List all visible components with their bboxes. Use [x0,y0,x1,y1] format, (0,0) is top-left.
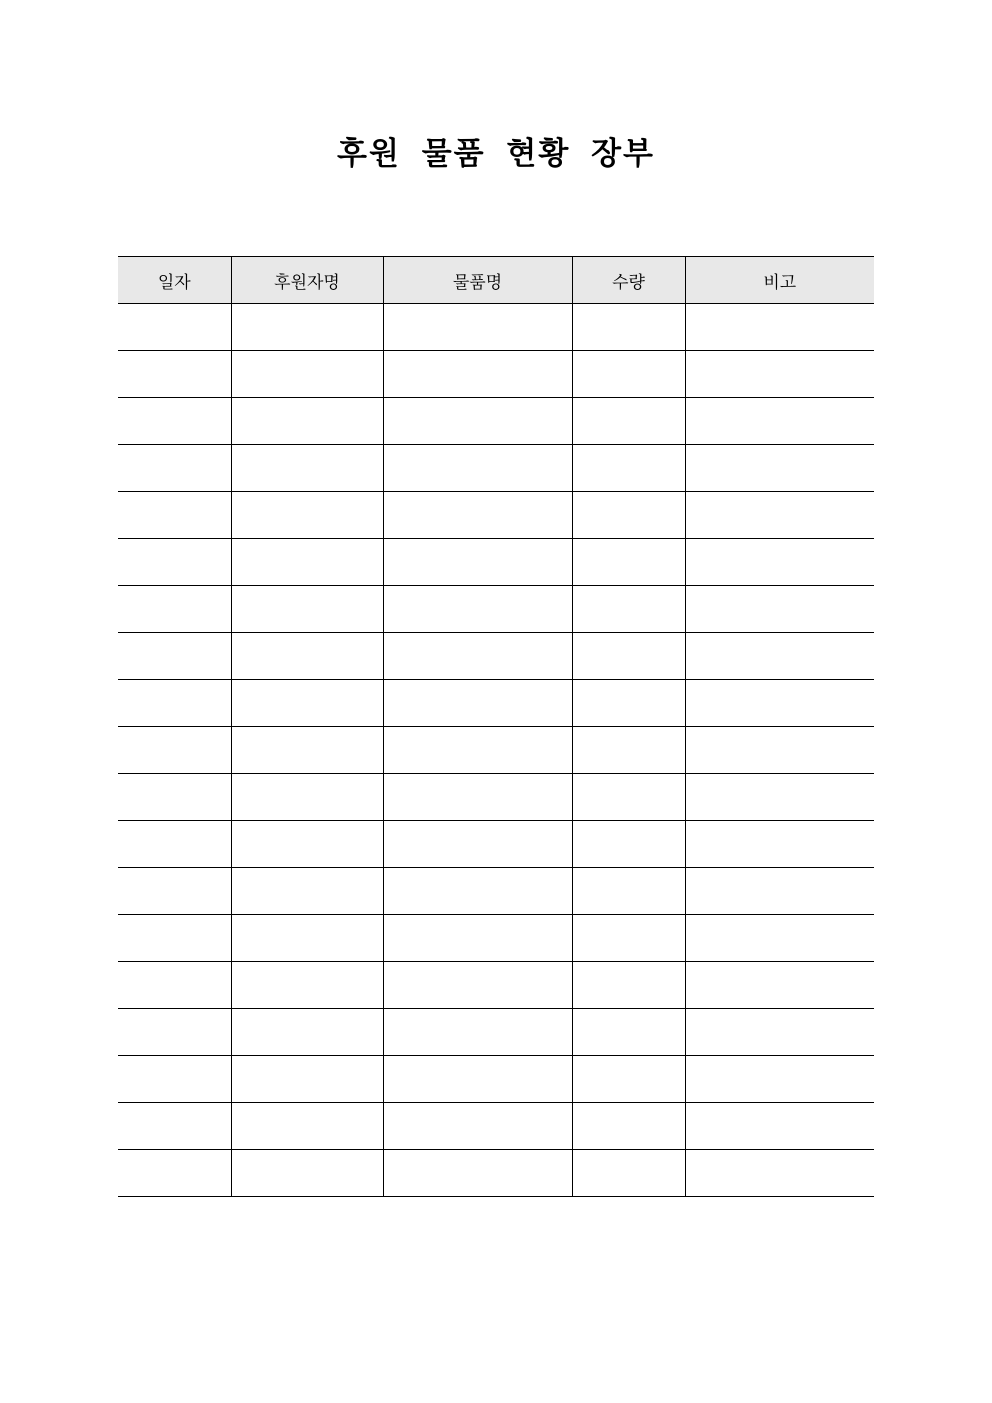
header-donor-name: 후원자명 [231,257,383,304]
table-row [118,915,874,962]
cell-donor-name[interactable] [231,1103,383,1150]
cell-item-name[interactable] [383,304,572,351]
cell-date[interactable] [118,304,231,351]
cell-quantity[interactable] [572,680,685,727]
cell-donor-name[interactable] [231,1009,383,1056]
cell-donor-name[interactable] [231,1056,383,1103]
cell-date[interactable] [118,680,231,727]
cell-remarks[interactable] [685,1150,874,1197]
cell-remarks[interactable] [685,351,874,398]
cell-quantity[interactable] [572,1150,685,1197]
table-row [118,774,874,821]
cell-remarks[interactable] [685,633,874,680]
header-item-name: 물품명 [383,257,572,304]
header-quantity: 수량 [572,257,685,304]
cell-quantity[interactable] [572,351,685,398]
cell-remarks[interactable] [685,774,874,821]
cell-date[interactable] [118,727,231,774]
page-title: 후원 물품 현황 장부 [337,136,655,172]
cell-quantity[interactable] [572,492,685,539]
cell-item-name[interactable] [383,868,572,915]
table-row [118,1056,874,1103]
cell-item-name[interactable] [383,398,572,445]
cell-donor-name[interactable] [231,586,383,633]
cell-remarks[interactable] [685,1103,874,1150]
cell-remarks[interactable] [685,586,874,633]
cell-item-name[interactable] [383,727,572,774]
cell-quantity[interactable] [572,633,685,680]
cell-donor-name[interactable] [231,962,383,1009]
cell-remarks[interactable] [685,680,874,727]
table-row [118,1150,874,1197]
cell-item-name[interactable] [383,492,572,539]
cell-remarks[interactable] [685,962,874,1009]
cell-item-name[interactable] [383,915,572,962]
cell-quantity[interactable] [572,727,685,774]
cell-item-name[interactable] [383,586,572,633]
cell-remarks[interactable] [685,304,874,351]
cell-item-name[interactable] [383,445,572,492]
cell-date[interactable] [118,1009,231,1056]
cell-item-name[interactable] [383,774,572,821]
cell-remarks[interactable] [685,1009,874,1056]
cell-quantity[interactable] [572,962,685,1009]
table-row [118,492,874,539]
cell-item-name[interactable] [383,821,572,868]
cell-item-name[interactable] [383,1009,572,1056]
cell-remarks[interactable] [685,398,874,445]
cell-item-name[interactable] [383,351,572,398]
cell-remarks[interactable] [685,492,874,539]
cell-date[interactable] [118,633,231,680]
cell-item-name[interactable] [383,680,572,727]
cell-quantity[interactable] [572,445,685,492]
cell-date[interactable] [118,492,231,539]
cell-donor-name[interactable] [231,868,383,915]
cell-date[interactable] [118,445,231,492]
cell-donor-name[interactable] [231,915,383,962]
cell-donor-name[interactable] [231,1150,383,1197]
header-date: 일자 [118,257,231,304]
table-row [118,868,874,915]
cell-date[interactable] [118,821,231,868]
cell-donor-name[interactable] [231,680,383,727]
table-row [118,586,874,633]
cell-quantity[interactable] [572,915,685,962]
table-header-row [118,257,874,304]
table-row [118,539,874,586]
table-row [118,1009,874,1056]
table-row [118,633,874,680]
table-row [118,821,874,868]
cell-date[interactable] [118,962,231,1009]
cell-remarks[interactable] [685,727,874,774]
cell-quantity[interactable] [572,1056,685,1103]
table-row [118,680,874,727]
cell-quantity[interactable] [572,539,685,586]
table-row [118,351,874,398]
table-row [118,398,874,445]
cell-quantity[interactable] [572,868,685,915]
cell-donor-name[interactable] [231,398,383,445]
cell-quantity[interactable] [572,398,685,445]
cell-date[interactable] [118,539,231,586]
table-body [118,304,874,1197]
cell-item-name[interactable] [383,1150,572,1197]
cell-donor-name[interactable] [231,304,383,351]
cell-donor-name[interactable] [231,539,383,586]
header-remarks: 비고 [685,257,874,304]
cell-item-name[interactable] [383,633,572,680]
cell-quantity[interactable] [572,821,685,868]
cell-item-name[interactable] [383,539,572,586]
donation-ledger-table [118,256,874,1197]
cell-remarks[interactable] [685,1056,874,1103]
cell-date[interactable] [118,398,231,445]
table-row [118,962,874,1009]
table-row [118,727,874,774]
cell-donor-name[interactable] [231,727,383,774]
cell-remarks[interactable] [685,915,874,962]
cell-date[interactable] [118,1103,231,1150]
cell-quantity[interactable] [572,774,685,821]
cell-quantity[interactable] [572,304,685,351]
cell-remarks[interactable] [685,445,874,492]
cell-remarks[interactable] [685,868,874,915]
cell-date[interactable] [118,1056,231,1103]
cell-donor-name[interactable] [231,821,383,868]
cell-donor-name[interactable] [231,351,383,398]
table-row [118,445,874,492]
cell-remarks[interactable] [685,539,874,586]
cell-quantity[interactable] [572,1009,685,1056]
cell-quantity[interactable] [572,1103,685,1150]
cell-item-name[interactable] [383,962,572,1009]
cell-donor-name[interactable] [231,774,383,821]
cell-date[interactable] [118,351,231,398]
cell-remarks[interactable] [685,821,874,868]
table-row [118,1103,874,1150]
cell-date[interactable] [118,1150,231,1197]
cell-date[interactable] [118,868,231,915]
cell-quantity[interactable] [572,586,685,633]
cell-donor-name[interactable] [231,492,383,539]
cell-date[interactable] [118,586,231,633]
cell-item-name[interactable] [383,1056,572,1103]
cell-item-name[interactable] [383,1103,572,1150]
cell-date[interactable] [118,915,231,962]
cell-donor-name[interactable] [231,445,383,492]
cell-donor-name[interactable] [231,633,383,680]
table-row [118,304,874,351]
cell-date[interactable] [118,774,231,821]
